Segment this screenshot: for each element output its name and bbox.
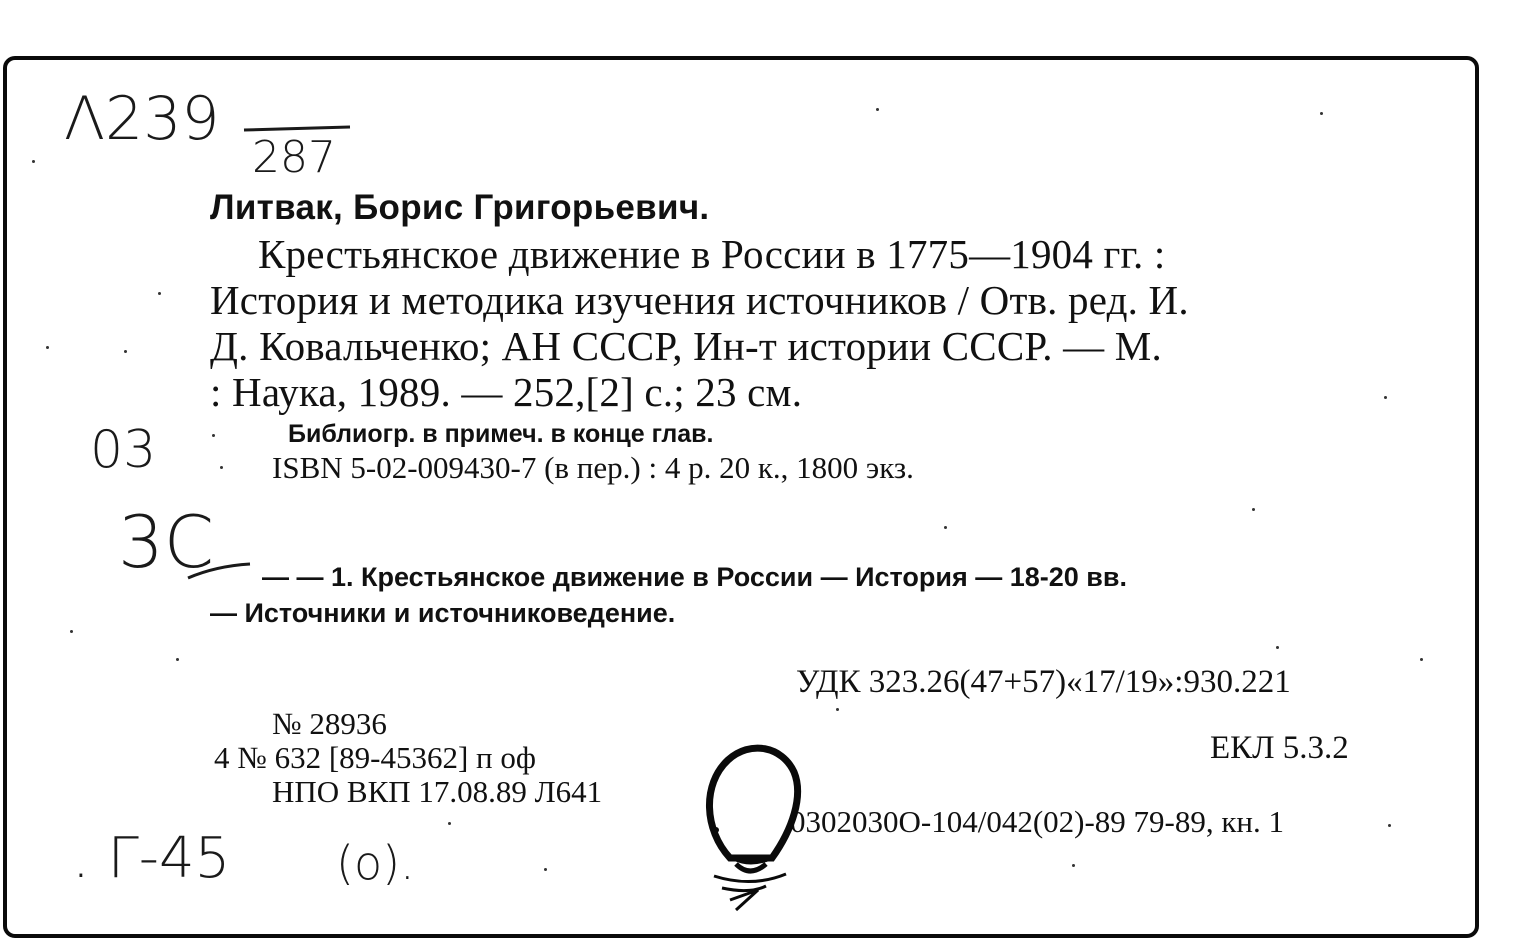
scan-speck — [124, 350, 127, 353]
title-line-2: История и методика изучения источников / Отв. ред. И. — [210, 277, 1189, 323]
scan-speck — [448, 822, 451, 825]
ekl-code: ЕКЛ 5.3.2 — [1210, 730, 1349, 766]
scan-speck — [70, 630, 73, 633]
title-line-3: Д. Ковальченко; АН СССР, Ин-т истории СССР. — М. — [210, 323, 1162, 369]
scan-speck — [176, 658, 179, 661]
scan-speck — [212, 434, 215, 437]
scan-speck — [836, 708, 839, 711]
subject-line-1: — — 1. Крестьянское движение в России — История — 18-20 вв. — [262, 562, 1127, 592]
lightbulb-logo-icon — [700, 738, 810, 918]
print-line: 4 № 632 [89-45362] п оф — [214, 740, 536, 775]
scan-speck — [544, 868, 547, 871]
scan-speck — [158, 292, 161, 295]
scan-speck — [1276, 646, 1279, 649]
title-line-1: Крестьянское движение в России в 1775—1904 гг. : — [258, 231, 1166, 277]
scan-speck — [1072, 864, 1075, 867]
shelf-mark: Λ239 — [64, 84, 220, 154]
scan-speck — [1388, 824, 1391, 827]
scan-speck — [1320, 112, 1323, 115]
scan-speck — [46, 346, 49, 349]
handwritten-bottom-code: . Г-45 — [72, 826, 231, 891]
isbn-line: ISBN 5-02-009430-7 (в пер.) : 4 р. 20 к., 1800 экз. — [272, 450, 914, 485]
scan-speck — [876, 108, 879, 111]
publisher-code: 0302030О-104/042(02)-89 79-89, кн. 1 — [790, 804, 1285, 839]
npo-line: НПО ВКП 17.08.89 Л641 — [272, 774, 603, 809]
author-heading: Литвак, Борис Григорьевич. — [210, 188, 710, 227]
subject-line-2: — Источники и источниковедение. — [210, 598, 676, 628]
scan-speck — [220, 466, 223, 469]
scan-speck — [32, 160, 35, 163]
order-number: № 28936 — [272, 706, 387, 741]
shelf-mark-sub: 287 — [252, 132, 336, 183]
handwritten-code-3c-tail — [186, 560, 256, 590]
handwritten-code-03: 03 — [90, 420, 157, 480]
title-line-4: : Наука, 1989. — 252,[2] с.; 23 см. — [210, 369, 803, 415]
scan-speck — [1252, 508, 1255, 511]
scan-speck — [1420, 658, 1423, 661]
handwritten-code-3c: 3C — [118, 500, 215, 584]
handwritten-bottom-code-tail: (о). — [336, 836, 415, 890]
bibliography-note: Библиогр. в примеч. в конце глав. — [288, 420, 714, 448]
scan-speck — [1384, 396, 1387, 399]
udk-code: УДК 323.26(47+57)«17/19»:930.221 — [796, 664, 1291, 700]
scan-speck — [944, 526, 947, 529]
